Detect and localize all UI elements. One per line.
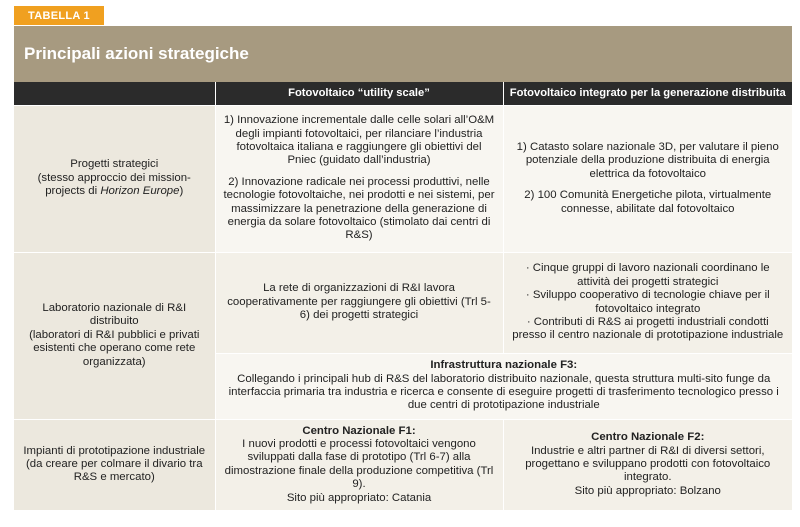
strategic-utility-item-2: 2) Innovazione radicale nei processi produttivi, nelle tecnologie fotovoltaiche, nei prodotti e nei sistemi, per massimizzare la penetrazione della generazione di energia da solare fotovoltaico (stimolato dai centri di R&S) [223,175,495,242]
lab-distributed-item-3: · Contributi di R&S ai progetti industriali condotti presso il centro nazionale di prototipazione industriale [512,315,784,342]
row-label-lab-subtitle: (laboratori di R&I pubblici e privati esistenti che operano come rete organizzata) [29,328,200,368]
strategic-distributed-item-1: 1) Catasto solare nazionale 3D, per valutare il pieno potenziale della produzione distribuita di energia elettrica da fotovoltaico [516,140,779,180]
center-f1-title: Centro Nazionale F1: [302,424,416,437]
column-header-empty [14,82,215,105]
row-label-strategic-title: Progetti strategici [70,158,159,171]
center-f2-title: Centro Nazionale F2: [591,431,705,444]
column-header-utility: Fotovoltaico “utility scale” [215,82,503,105]
table-tag: TABELLA 1 [14,6,104,25]
strategic-distributed-item-2: 2) 100 Comunità Energetiche pilota, virtualmente connesse, abilitate dal fotovoltaico [524,189,772,215]
infra-f3-title: Infrastruttura nazionale F3: [430,359,578,372]
row-label-plants-subtitle: (da creare per colmare il divario tra R&S e mercato) [25,458,203,484]
strategic-utility-item-1: 1) Innovazione incrementale dalle celle solari all’O&M degli impianti fotovoltaici, per rilanciare l’industria fotovoltaica italiana e raggiungere gli obiettivi del Pniec (guidato dall’industria) [223,114,495,167]
row-label-strategic [14,105,215,252]
column-header-distributed: Fotovoltaico integrato per la generazione distribuita [503,82,792,105]
table-title: Principali azioni strategiche [14,26,792,82]
strategic-distributed-cell [503,105,792,252]
lab-distributed-cell [503,252,792,353]
center-f2-site: Sito più appropriato: Bolzano [574,484,721,497]
row-label-lab [14,252,215,419]
center-f2-cell [503,419,792,510]
header-row [14,82,792,105]
row-label-plants [14,419,215,510]
table-row-strategic [14,105,792,252]
lab-distributed-item-1: · Cinque gruppi di lavoro nazionali coordinano le attività dei progetti strategici [525,262,770,288]
center-f2-text: Industrie e altri partner di R&I di diversi settori, progettano e sviluppano prodotti con fotovoltaico integrato. [525,444,771,484]
infra-f3-cell [215,353,792,419]
infra-f3-text: Collegando i principali hub di R&S del laboratorio distribuito nazionale, questa struttura multi-sito funge da interfaccia primaria tra industria e ricerca e consente di eseguire progetti di trasferimento tecnologico presso i due centri di prototipazione industriale [228,372,779,412]
center-f1-cell [215,419,503,510]
center-f1-text: I nuovi prodotti e processi fotovoltaici vengono sviluppati dalla fase di prototipo (Trl 6-7) alla dimostrazione finale della produzione competitiva (Trl 9). [224,437,494,491]
table-row-lab [14,252,792,353]
table-row-plants [14,419,792,510]
center-f1-site: Sito più appropriato: Catania [286,491,432,504]
lab-utility-cell: La rete di organizzazioni di R&I lavora cooperativamente per raggiungere gli obiettivi (Trl 5-6) dei progetti strategici [215,252,503,353]
row-label-plants-title: Impianti di prototipazione industriale [23,444,206,457]
strategic-utility-cell [215,105,503,252]
strategic-actions-table [14,82,792,510]
lab-distributed-item-2: · Sviluppo cooperativo di tecnologie chiave per il fotovoltaico integrato [525,289,770,315]
row-label-lab-title: Laboratorio nazionale di R&I distribuito [42,301,187,328]
row-label-strategic-subtitle: (stesso approccio dei mission-projects di Horizon Europe) [37,171,191,198]
